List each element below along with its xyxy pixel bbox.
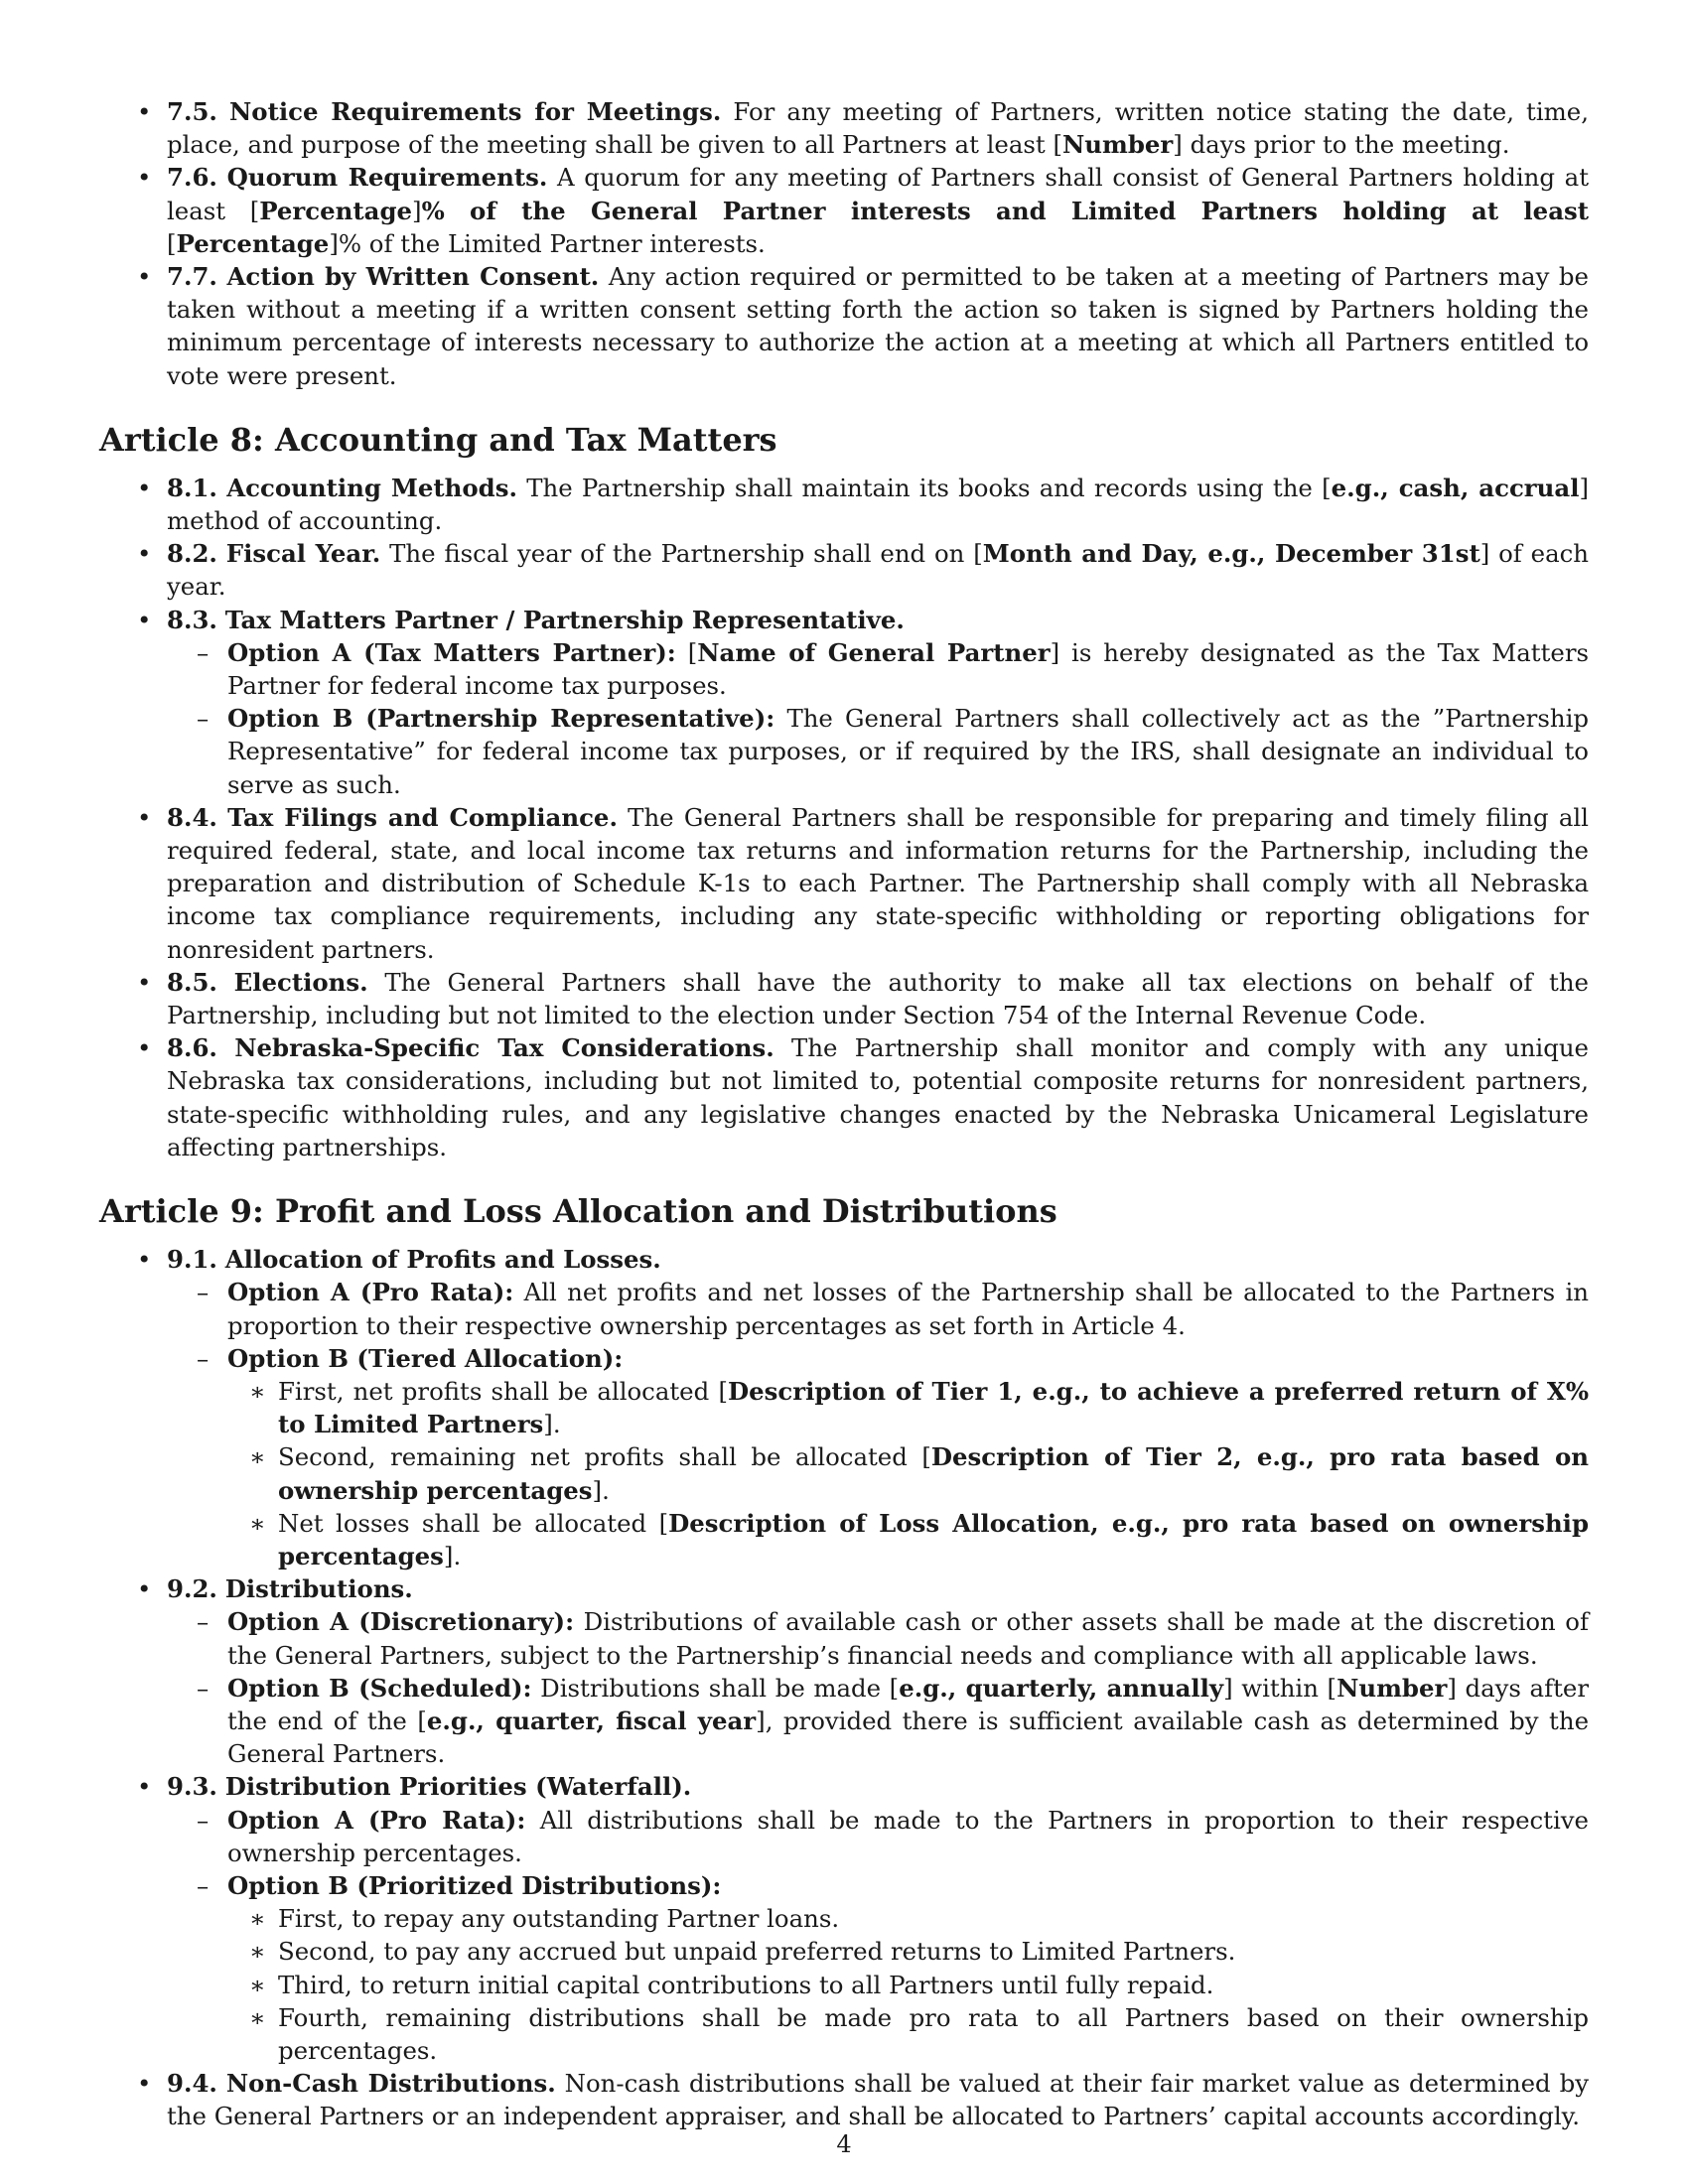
placeholder-field: Description of Loss Allocation, e.g., pro rata based on ownership percentages <box>278 1508 1589 1570</box>
clause-title: Distributions. <box>224 1574 413 1604</box>
section-7-list <box>99 95 1589 392</box>
clause-text: All distributions shall be made to the Partners in proportion to their respective ownership percentages. <box>227 1805 1589 1867</box>
option-a-item: – Option A (Tax Matters Partner): [Name of General Partner] is hereby designated as the Tax Matters Partner for federal income tax purposes. <box>167 636 1589 702</box>
clause-text: The General Partners shall collectively act as the ”Partnership Representative” for federal income tax purposes, or if required by the IRS, shall designate an individual to serve as such. <box>227 704 1589 799</box>
clause-number: 8.5. <box>167 967 217 997</box>
clause-title: Accounting Methods. <box>226 473 517 502</box>
priority-item: ∗ Second, to pay any accrued but unpaid preferred returns to Limited Partners. <box>227 1935 1589 1968</box>
option-label: Option B (Scheduled): <box>227 1673 532 1703</box>
clause-text: The General Partners shall have the authority to make all tax elections on behalf of the Partnership, including but not limited to the election under Section 754 of the Internal Revenue Code. <box>167 967 1589 1030</box>
clause-text: . <box>453 1541 462 1570</box>
list-item-9-2 <box>99 1572 1589 1770</box>
clause-number: 8.6. <box>167 1033 217 1063</box>
placeholder-field: Number <box>1062 130 1174 160</box>
priority-item: ∗ Third, to return initial capital contributions to all Partners until fully repaid. <box>227 1969 1589 2001</box>
clause-text: Distributions of available cash or other assets shall be made at the discretion of the General Partners, subject to the Partnership’s financial needs and compliance with all applicable laws. <box>227 1607 1589 1670</box>
priority-item: ∗ Fourth, remaining distributions shall be made pro rata to all Partners based on their ownership percentages. <box>227 2001 1589 2067</box>
placeholder-field: Number <box>1336 1673 1448 1703</box>
clause-title: Tax Filings and Compliance. <box>227 802 618 832</box>
placeholder-field: Description of Tier 2, e.g., pro rata based on ownership percentages <box>278 1442 1589 1505</box>
clause-number: 8.2. <box>167 539 217 569</box>
tier-item: ∗ Second, remaining net profits shall be allocated [Description of Tier 2, e.g., pro rata based on ownership percentages]. <box>227 1440 1589 1506</box>
options-list <box>167 1605 1589 1770</box>
priority-list <box>227 1902 1589 2067</box>
clause-text: of each year. <box>167 539 1589 602</box>
list-item-9-4 <box>99 2067 1589 2132</box>
clause-text: days after the end of the <box>227 1673 1589 1735</box>
placeholder-field: e.g., quarterly, annually <box>899 1673 1224 1703</box>
clause-title: Nebraska-Specific Tax Considerations. <box>234 1033 774 1063</box>
clause-title: Action by Written Consent. <box>226 262 600 292</box>
placeholder-field: e.g., cash, accrual <box>1331 473 1580 502</box>
option-b-item <box>167 702 1589 801</box>
option-b-item <box>167 1869 1589 2067</box>
clause-text: . <box>602 1475 610 1505</box>
tier-item: ∗ First, net profits shall be allocated [Description of Tier 1, e.g., to achieve a preferred return of X% to Limited Partners]. <box>227 1375 1589 1440</box>
option-b-item <box>167 1342 1589 1572</box>
clause-text: All net profits and net losses of the Partnership shall be allocated to the Partners in proportion to their respective ownership percentages as set forth in Article 4. <box>227 1278 1589 1340</box>
clause-number: 9.4. <box>167 2069 217 2099</box>
tier-item: ∗ Net losses shall be allocated [Description of Loss Allocation, e.g., pro rata based on ownership percentages]. <box>227 1507 1589 1572</box>
priority-item: ∗ First, to repay any outstanding Partner loans. <box>227 1902 1589 1935</box>
clause-number: 8.4. <box>167 802 217 832</box>
clause-text: days prior to the meeting. <box>1182 130 1510 160</box>
clause-text: method of accounting. <box>167 506 443 536</box>
option-label: Option B (Partnership Representative): <box>227 704 775 734</box>
list-item-9-1 <box>99 1243 1589 1572</box>
clause-text: . <box>552 1410 561 1439</box>
list-item-7-7 <box>99 260 1589 392</box>
clause-text: within <box>1232 1673 1328 1703</box>
placeholder-field: Month and Day, e.g., December 31st <box>982 539 1480 569</box>
article-9-heading: Article 9: Profit and Loss Allocation and Distributions <box>99 1192 1057 1231</box>
clause-number: 7.7. <box>167 262 217 292</box>
clause-number: 9.1. <box>167 1245 217 1275</box>
placeholder-field: e.g., quarter, fiscal year <box>426 1706 757 1735</box>
clause-title: Notice Requirements for Meetings. <box>229 97 722 126</box>
option-label: Option B (Prioritized Distributions): <box>227 1870 722 1900</box>
clause-text: The Partnership shall monitor and comply with any unique Nebraska tax considerations, including but not limited to, potential composite returns for nonresident partners, state-specific withholding rules, and any legislative changes enacted by the Nebraska Unicameral Legislature affecting partnerships. <box>167 1033 1589 1161</box>
clause-text: Net losses shall be allocated <box>278 1508 659 1538</box>
option-label: Option A (Tax Matters Partner): <box>227 637 676 667</box>
option-label: Option A (Pro Rata): <box>227 1805 526 1835</box>
clause-text: is hereby designated as the Tax Matters Partner for federal income tax purposes. <box>227 637 1589 701</box>
page-number: 4 <box>836 2130 852 2158</box>
clause-text: Second, remaining net profits shall be allocated <box>278 1442 922 1472</box>
clause-text: % of the Limited Partner interests. <box>338 228 766 258</box>
placeholder-field: Percentage <box>176 228 330 258</box>
article-8-list <box>99 472 1589 1163</box>
clause-number: 9.2. <box>167 1574 217 1604</box>
clause-text: The Partnership shall maintain its books and records using the <box>526 473 1323 502</box>
placeholder-field: Name of General Partner <box>697 637 1051 667</box>
document-page <box>99 95 1589 2133</box>
option-a-item <box>167 1804 1589 1869</box>
clause-title: Quorum Requirements. <box>226 163 548 193</box>
option-label: Option B (Tiered Allocation): <box>227 1343 624 1373</box>
article-9-list <box>99 1243 1589 2132</box>
options-list <box>167 1276 1589 1572</box>
clause-title: Allocation of Profits and Losses. <box>224 1245 661 1275</box>
option-label: Option A (Discretionary): <box>227 1607 575 1637</box>
clause-title: Fiscal Year. <box>225 539 381 569</box>
article-8-heading: Article 8: Accounting and Tax Matters <box>99 420 777 459</box>
clause-title: Elections. <box>233 967 368 997</box>
list-item-8-1: • 8.1. Accounting Methods. The Partnership shall maintain its books and records using the [e.g., cash, accrual] method of accounting. <box>99 472 1589 537</box>
list-item-8-3 <box>99 604 1589 801</box>
list-item-8-4 <box>99 801 1589 966</box>
clause-text: % of the General Partner interests and Limited Partners holding at least <box>421 196 1590 225</box>
placeholder-field: Description of Tier 1, e.g., to achieve a preferred return of X% to Limited Partners <box>278 1376 1589 1439</box>
clause-number: 9.3. <box>167 1772 217 1802</box>
clause-text: First, net profits shall be allocated <box>278 1376 719 1406</box>
clause-number: 8.1. <box>167 473 217 502</box>
list-item-8-5 <box>99 966 1589 1031</box>
placeholder-field: Percentage <box>259 196 413 225</box>
clause-text: Distributions shall be made <box>540 1673 890 1703</box>
clause-text: A quorum for any meeting of Partners shall consist of General Partners holding at least <box>167 163 1589 225</box>
clause-text: The General Partners shall be responsible for preparing and timely filing all required federal, state, and local income tax returns and information returns for the Partnership, including the preparation and distribution of Schedule K-1s to each Partner. The Partnership shall comply with all Nebraska income tax compliance requirements, including any state-specific withholding or reporting obligations for nonresident partners. <box>167 802 1589 964</box>
clause-text: , provided there is sufficient available cash as determined by the General Partners. <box>227 1706 1590 1769</box>
option-a-item <box>167 1276 1589 1341</box>
clause-text: The fiscal year of the Partnership shall end on <box>389 539 974 569</box>
clause-text: Any action required or permitted to be taken at a meeting of Partners may be taken without a meeting if a written consent setting forth the action so taken is signed by Partners holding the minimum percentage of interests necessary to authorize the action at a meeting at which all Partners entitled to vote were present. <box>167 262 1589 390</box>
option-a-item <box>167 1605 1589 1671</box>
clause-text: Non-cash distributions shall be valued at their fair market value as determined by the General Partners or an independent appraiser, and shall be allocated to Partners’ capital accounts accordingly. <box>167 2069 1589 2131</box>
clause-number: 8.3. <box>167 605 217 634</box>
list-item-9-3 <box>99 1770 1589 2067</box>
list-item-8-6 <box>99 1031 1589 1163</box>
clause-title: Tax Matters Partner / Partnership Representative. <box>224 605 905 634</box>
clause-number: 7.6. <box>167 163 217 193</box>
list-item-8-2: • 8.2. Fiscal Year. The fiscal year of the Partnership shall end on [Month and Day, e.g., December 31st] of each year. <box>99 537 1589 603</box>
tier-list <box>227 1375 1589 1572</box>
clause-number: 7.5. <box>167 97 217 126</box>
options-list <box>167 1804 1589 2068</box>
list-item-7-6: • 7.6. Quorum Requirements. A quorum for any meeting of Partners shall consist of General Partners holding at least [Percentage]% of the General Partner interests and Limited Partners holding at least [Percentage]% of the Limited Partner interests. <box>99 161 1589 260</box>
clause-text: For any meeting of Partners, written notice stating the date, time, place, and purpose of the meeting shall be given to all Partners at least <box>167 97 1589 160</box>
list-item-7-5: • 7.5. Notice Requirements for Meetings. For any meeting of Partners, written notice stating the date, time, place, and purpose of the meeting shall be given to all Partners at least [Number] days prior to the meeting. <box>99 95 1589 161</box>
clause-title: Non-Cash Distributions. <box>225 2069 556 2099</box>
option-label: Option A (Pro Rata): <box>227 1278 514 1307</box>
options-list <box>167 636 1589 801</box>
option-b-item: – Option B (Scheduled): Distributions shall be made [e.g., quarterly, annually] within [Number] days after the end of the [e.g., quarter, fiscal year], provided there is sufficient available cash as determined by the General Partners. <box>167 1672 1589 1771</box>
clause-title: Distribution Priorities (Waterfall). <box>224 1772 692 1802</box>
